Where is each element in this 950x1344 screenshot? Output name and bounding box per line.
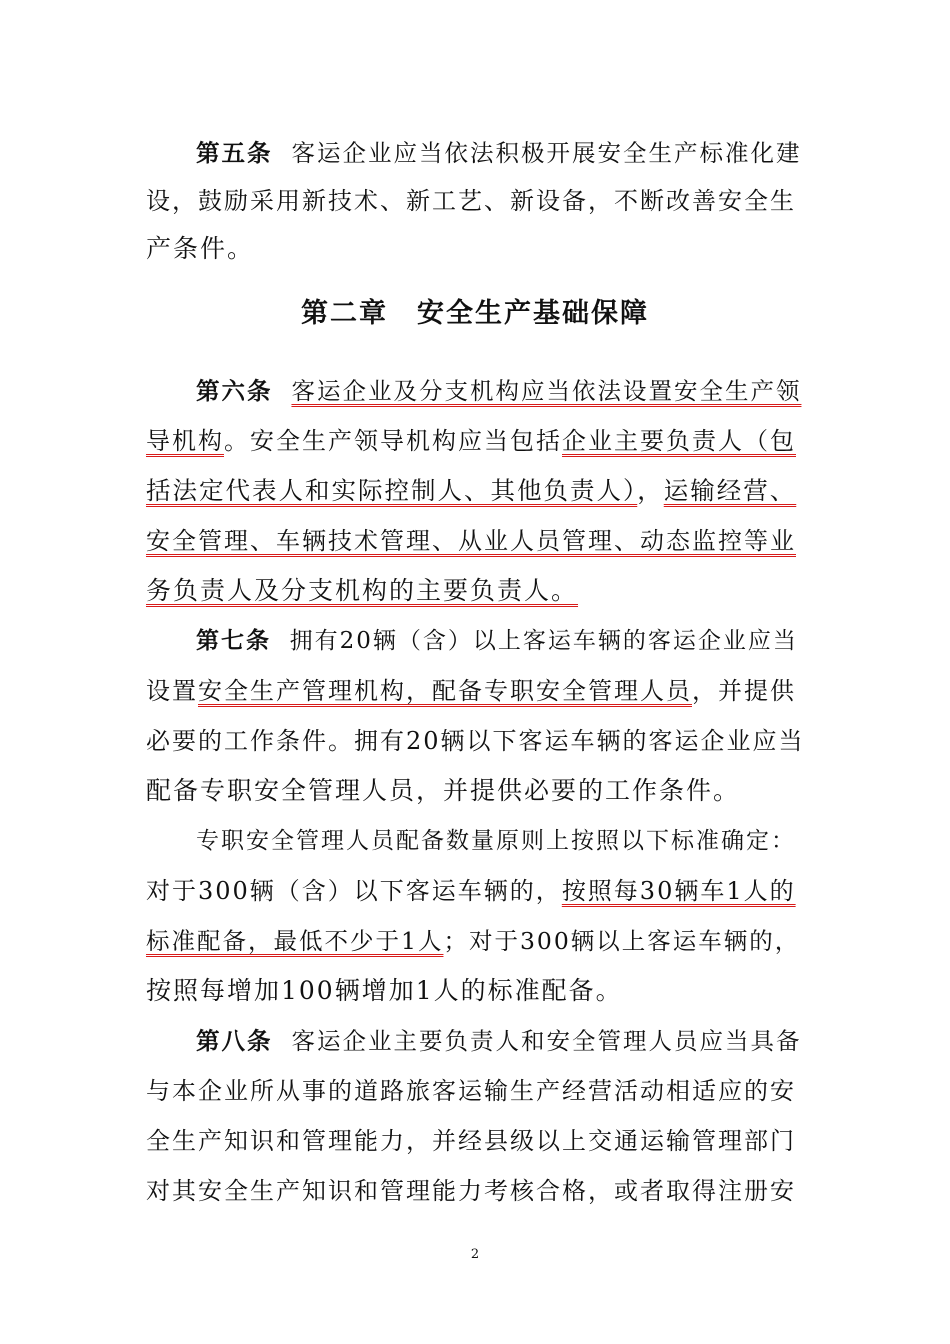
- article-6-line-1: 第六条 客运企业及分支机构应当依法设置安全生产领: [196, 377, 802, 405]
- page-number: 2: [470, 1247, 480, 1262]
- article-8-heading: 第八条: [196, 1027, 273, 1055]
- article-6-line-2: 导机构。安全生产领导机构应当包括企业主要负责人（包: [146, 427, 796, 455]
- article-5-line-3: 产条件。: [146, 234, 255, 263]
- article-6-heading: 第六条: [196, 377, 273, 405]
- article-6-line-4: 安全管理、车辆技术管理、从业人员管理、动态监控等业: [146, 527, 796, 555]
- article-5-heading: 第五条: [196, 139, 273, 167]
- article-7-line-4: 配备专职安全管理人员，并提供必要的工作条件。: [146, 776, 741, 805]
- article-7-line-3: 必要的工作条件。拥有20辆以下客运车辆的客运企业应当: [146, 727, 805, 755]
- article-8-line-3: 全生产知识和管理能力，并经县级以上交通运输管理部门: [146, 1127, 796, 1155]
- article-7-para-2-line-3: 标准配备，最低不少于1人；对于300辆以上客运车辆的，: [146, 927, 801, 955]
- article-6-line-3: 括法定代表人和实际控制人、其他负责人），运输经营、: [146, 476, 797, 505]
- article-5-line-2: 设，鼓励采用新技术、新工艺、新设备，不断改善安全生: [146, 187, 796, 215]
- article-8-line-1: 第八条 客运企业主要负责人和安全管理人员应当具备: [196, 1027, 802, 1055]
- article-7-para-2-line-4: 按照每增加100辆增加1人的标准配备。: [146, 976, 623, 1005]
- article-8-line-4: 对其安全生产知识和管理能力考核合格，或者取得注册安: [146, 1177, 796, 1205]
- article-7-line-2: 设置安全生产管理机构，配备专职安全管理人员，并提供: [146, 677, 796, 705]
- article-8-line-2: 与本企业所从事的道路旅客运输生产经营活动相适应的安: [146, 1077, 796, 1105]
- article-6-line-5: 务负责人及分支机构的主要负责人。: [146, 576, 579, 605]
- article-5-line-1: 第五条 客运企业应当依法积极开展安全生产标准化建: [196, 139, 802, 167]
- article-7-para-2-line-1: 专职安全管理人员配备数量原则上按照以下标准确定：: [196, 828, 796, 854]
- article-7-para-2-line-2: 对于300辆（含）以下客运车辆的，按照每30辆车1人的: [146, 877, 796, 905]
- chapter-title: 第二章 安全生产基础保障: [301, 298, 649, 329]
- article-7-heading: 第七条: [196, 628, 271, 654]
- article-7-line-1: 第七条 拥有20辆（含）以上客运车辆的客运企业应当: [196, 628, 798, 654]
